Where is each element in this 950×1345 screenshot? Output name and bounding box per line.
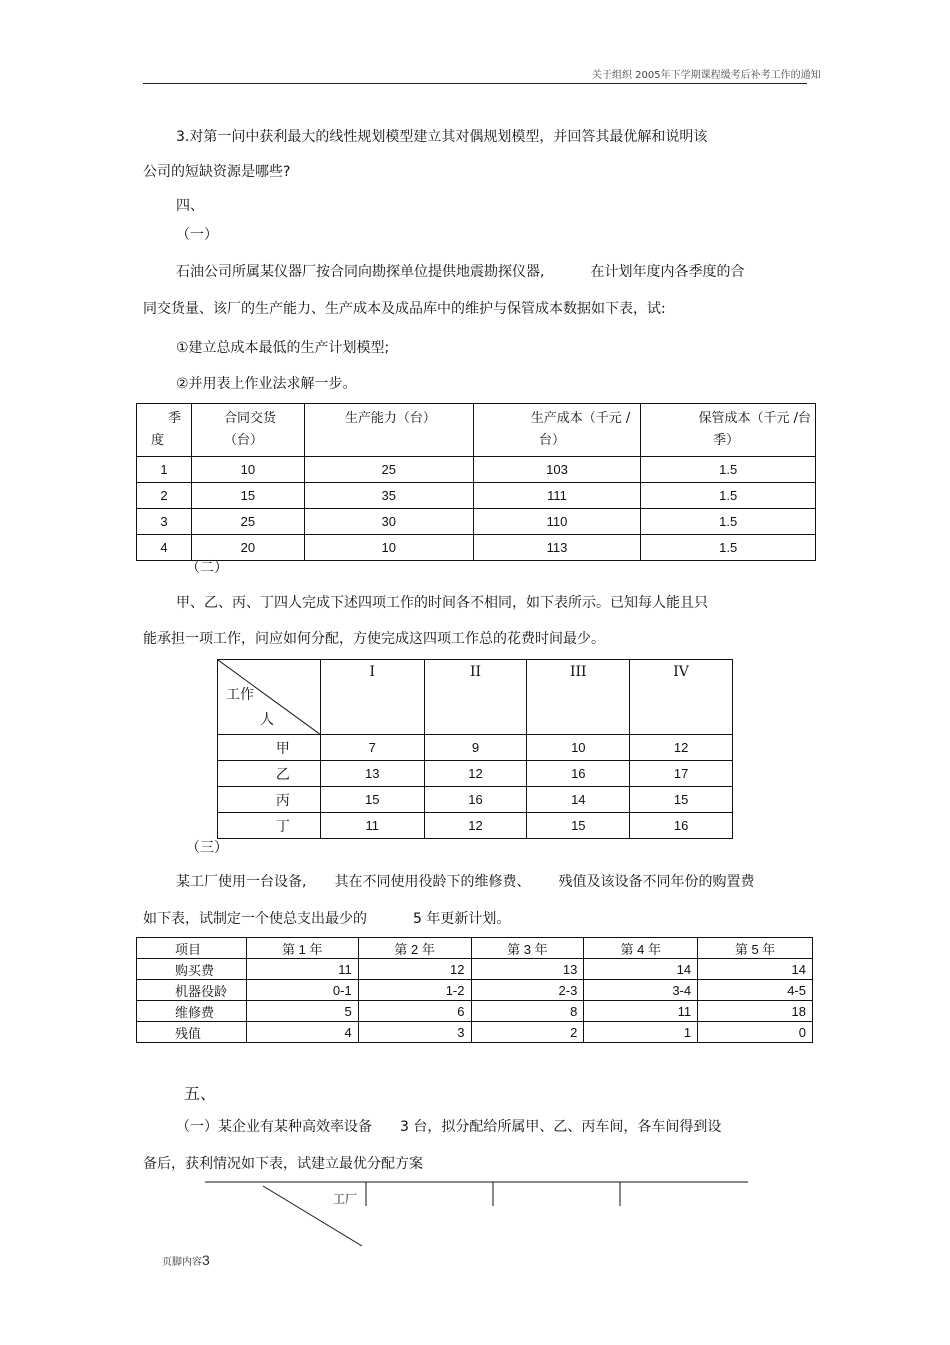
col-header: III: [527, 660, 630, 735]
diag-label-work: 工作: [226, 687, 254, 703]
table-row: 丁 11 12 15 16: [218, 813, 733, 839]
col-header: IV: [630, 660, 733, 735]
part1-para-a-left: 石油公司所属某仪器厂按合同向勘探单位提供地震勘探仪器,: [176, 264, 545, 280]
table-row: 购买费 11 12 13 14 14: [137, 959, 813, 980]
table-row: 1 10 25 103 1.5: [137, 457, 816, 483]
part1-label: （一）: [176, 227, 218, 243]
part1-para-c: 同交货量、该厂的生产能力、生产成本及成品库中的维护与保管成本数据如下表，试:: [143, 301, 666, 317]
table-row: 4 20 10 113 1.5: [137, 535, 816, 561]
part1-item2: ②并用表上作业法求解一步。: [176, 376, 357, 392]
table-row: 3 25 30 110 1.5: [137, 509, 816, 535]
table-row: 丙 15 16 14 15: [218, 787, 733, 813]
col-header: II: [424, 660, 527, 735]
factory-label: 工厂: [333, 1192, 358, 1206]
part3-label: （三）: [186, 840, 228, 856]
table-header-row: 项目 第 1 年 第 2 年 第 3 年 第 4 年 第 5 年: [137, 938, 813, 959]
diag-label-person: 人: [260, 712, 274, 728]
section5-title: 五、: [184, 1084, 217, 1103]
section4-title: 四、: [176, 198, 204, 214]
page-number: 3: [202, 1252, 210, 1268]
page-header: 关于组织 2005年下学期课程缓考后补考工作的通知: [592, 70, 821, 81]
col-header: I: [320, 660, 424, 735]
table-row: 维修费 5 6 8 11 18: [137, 1001, 813, 1022]
part2-para-a: 甲、乙、丙、丁四人完成下述四项工作的时间各不相同，如下表所示。已知每人能且只: [176, 595, 708, 611]
part2-label: （二）: [186, 560, 228, 576]
header-storage-cost: 保管成本（千元 /台 季）: [641, 404, 816, 457]
footer-label: 页脚内容: [162, 1257, 202, 1268]
section3-line1: 3.对第一问中获利最大的线性规划模型建立其对偶规划模型，并回答其最优解和说明该: [176, 129, 708, 145]
page-footer: [162, 1252, 210, 1268]
header-capacity: 生产能力（台）: [304, 404, 473, 457]
header-contract: 合同交货 （台）: [191, 404, 304, 457]
header-prod-cost: 生产成本（千元 / 台）: [473, 404, 641, 457]
part3-para-b: 如下表，试制定一个使总支出最少的 5 年更新计划。: [143, 911, 511, 927]
table-row: 机器役龄 0-1 1-2 2-3 3-4 4-5: [137, 980, 813, 1001]
part1-para-a-right: 在计划年度内各季度的合: [590, 264, 745, 280]
section3-line2: 公司的短缺资源是哪些?: [143, 164, 291, 180]
table-row: 2 15 35 111 1.5: [137, 483, 816, 509]
part3-para-a: 某工厂使用一台设备, 其在不同使用役龄下的维修费、 残值及该设备不同年份的购置费: [176, 874, 755, 890]
header-season: 季 度: [137, 404, 192, 457]
table-row: 乙 13 12 16 17: [218, 761, 733, 787]
section5-para-a: （一）某企业有某种高效率设备 3 台，拟分配给所属甲、乙、丙车间，各车间得到设: [176, 1119, 722, 1135]
part2-para-b: 能承担一项工作，问应如何分配，方使完成这四项工作总的花费时间最少。: [143, 631, 605, 647]
section5-para-b: 备后，获利情况如下表，试建立最优分配方案: [143, 1156, 423, 1172]
table-row: 残值 4 3 2 1 0: [137, 1022, 813, 1043]
part1-item1: ①建立总成本最低的生产计划模型;: [176, 340, 390, 356]
table-row: 甲 7 9 10 12: [218, 735, 733, 761]
